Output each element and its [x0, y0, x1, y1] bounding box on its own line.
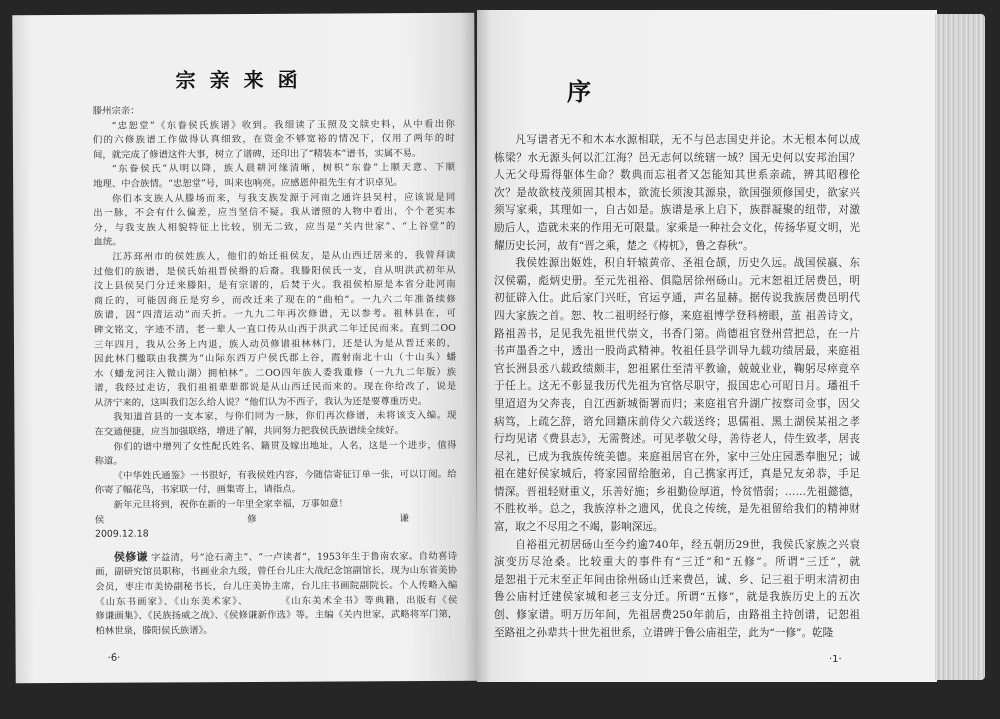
left-page	[12, 13, 477, 683]
letter-signature: 侯修谦	[94, 512, 409, 526]
bio-line	[95, 549, 457, 566]
text-line: 们的六修族谱工作做得认真细致，在资金不够宽裕的情况下，仅用了两年的时	[92, 133, 455, 146]
text-line: 路祖善书，足见我先祖世代崇文，书香门第。尚德祖官登州营把总，在一片	[494, 327, 860, 340]
text-line: 商丘的，可能因商丘是穷乡，而改迁来了现在的“曲柏”。一九六二年准备续修	[93, 293, 456, 307]
letter-paragraphs	[93, 117, 457, 513]
text-line: 栋梁？水无源头何以汇江海？邑无志何以统辖一域？国无史何以安邦治国？	[494, 151, 860, 164]
text-line: 行均见诸《费县志》，无需赘述。可见孝敬父母，善待老人，侍生致孝，居丧	[494, 433, 860, 446]
text-line: 富，取之不尽用之不竭，影响深远。	[494, 521, 664, 534]
text-line: 尽礼，已成为我族传统美德。来庭祖居官在外，家中三处庄园悉奉胞兄；诚	[494, 450, 860, 463]
page-number: ·1·	[829, 654, 842, 665]
text-line: 分，与我支族人相貌特征上比较，别无二致，应当是“关内世家”、“上谷堂”的	[93, 220, 456, 234]
text-line: 水（蟠龙河注入微山湖）拥柏林”。二OO四年族人委我重修（一九九二年版）族	[94, 366, 457, 380]
bio-line: 《山东书画家》、《山东美术家》、 《山东美术全书》等典籍，出版有《侯	[95, 594, 458, 608]
text-line: 创、修家谱。明万历年间，先祖居费250年前后，由路祖主持创谱，记恕祖	[494, 609, 860, 622]
text-line: 励后人，造就未来的作用无可限量。家乘是一种社会文化，传扬华夏文明，光	[494, 221, 860, 234]
text-line: 过他们的族谱，是侯氏始祖晋侯缗的后裔。我滕阳侯氏一支，自从明洪武初年从	[93, 264, 456, 278]
text-line: 汉侯霸，彪炳史册。至元先祖裕、俱隐居徐州砀山。元末恕祖迁居费邑，明	[494, 274, 860, 287]
text-line: 你们的谱中增列了女性配氏姓名、籍贯及嫁出地址，人名，这是一个进步，值得	[113, 439, 457, 453]
text-line: 耀历史长河，故有“晋之乘，楚之《梼杌》，鲁之春秋”。	[494, 239, 754, 252]
bio-text: 字益清，号“沧石斋主”、“一卢读者”，1953年生于鲁南农家。自幼喜诗	[151, 550, 458, 564]
text-line: 谱，我经过走访，我们祖祖辈辈都说是从山西迁民而来的。现在你给改了，说是	[94, 381, 457, 395]
text-line: 次？是故欲枝茂须固其根本，欲流长须浚其源泉，欲国强须修国史，欲家兴	[494, 186, 860, 199]
text-line: 新年元旦将到，祝你在新的一年里全家幸福，万事如意！	[113, 498, 349, 511]
letter-body	[93, 103, 458, 639]
text-line: 我知道首县的一支本家，与你们同为一脉，你们再次修谱，未将该支入编。现	[113, 410, 457, 424]
text-line: 不胜枚举。总之，我族淳朴之遗风，优良之传统，是先祖留给我们的精神财	[494, 503, 860, 516]
bio-line: 修谦画集》、《民族扬威之战》、《侯修谦新作选》等。主编《关内世家，武略将军门第，	[95, 609, 458, 622]
text-line: 族谱，因“四清运动”而夭折。一九九二年再次修谱，无以参考。祖林县在，可	[93, 308, 456, 322]
text-line: 《中华姓氏通鉴》一书很好，有我侯姓内容，今随信寄征订单一张，可以订阅。给	[113, 468, 457, 482]
text-line: 我侯姓源出姬姓，积自轩辕黄帝、圣祖仓颉，历史久远。战国侯嬴、东	[515, 257, 860, 270]
text-line: 初征辟入仕。此后家门兴旺，官运亨通，声名显赫。据传说我族居费邑明代	[494, 292, 860, 305]
bio-line: 柏林世泉，滕阳侯氏族谱》。	[95, 624, 213, 637]
text-line: 出一脉，不会有什么偏差，应当坚信不疑。我从谱照的人物中看出，个个老实本	[93, 206, 456, 219]
text-line: 在交通便捷，应当加强联络，增进了解，共同努力把我侯氏族谱续全续好。	[94, 425, 404, 438]
text-line: 是恕祖于元末至正年间由徐州砀山迁来费邑，诚、乡、记三祖于明末清初由	[494, 573, 860, 586]
text-line: 鲁公庙村迁建侯家城和老三支分迁。所谓“五修”，就是我族历史上的五次	[494, 591, 860, 604]
preface-body	[494, 132, 860, 642]
text-line: 你们本支族人从滕场而来，与我支族发源于河南之通许县吴村，应该说是同	[111, 191, 456, 205]
page-number: ·6·	[107, 652, 121, 664]
letter-title: 宗亲来函	[175, 67, 312, 93]
letter-greeting: 滕州宗亲：	[92, 105, 140, 117]
text-line: 间，就完成了修谱这件大事，树立了谱碑，还印出了“精装本”谱书，实属不易。	[92, 147, 422, 161]
bio-author-name: 侯修谦	[113, 550, 148, 564]
right-page	[477, 10, 937, 682]
text-line: 地理、中合族情。“忠恕堂”号，叫来也响亮。应感恩仲祖先生有才识卓见。	[93, 177, 403, 190]
preface-title: 序	[567, 77, 591, 106]
text-line: 情深。晋祖轻财重义，乐善好施；乡祖勤俭厚道，怜贫惜弱；……先祖懿德，	[494, 485, 860, 498]
letter-date: 2009.12.18	[94, 528, 149, 541]
bio-line: 画，副研究馆员职称，书画业余九级，曾任台儿庄大战纪念馆副馆长，现为山东省美协	[95, 565, 458, 579]
book-page-edges	[935, 14, 985, 680]
text-line: 于任上。这无不彰显我历代先祖为官恪尽职守，报国忠心可昭日月。璠祖千	[494, 380, 860, 393]
text-line: 你寄了幅花鸟，书家联一付，画集寄上，请指点。	[94, 484, 302, 497]
author-bio	[95, 549, 457, 639]
text-line: 血统。	[93, 236, 122, 249]
text-line: 人无父母焉得躯体生命？数典而忘祖者又怎能知其世系亲疏，辨其昭穆伦	[494, 169, 860, 182]
text-line: 演变历尽沧桑。比较重大的事件有“三迁”和“五修”。所谓“三迁”，就	[494, 556, 860, 569]
text-line: “忠恕堂”《东眷侯氏族谱》收到。我细读了玉照及文牍史料，从中看出你	[111, 118, 455, 132]
text-line: 三年四月，我从公务上内退，族人动员修谱祖林林门，还是认为是从晋迁来的，	[93, 337, 457, 351]
text-line: 里迢迢为父奔丧，自江西新城衙署而归；来庭祖官升湖广按察司佥事，因父	[494, 397, 860, 410]
text-line: 江苏邳州市的侯姓族人，他们的始迁祖侯友，是从山西迁居来的，我曾拜读	[112, 249, 456, 263]
text-line: 祖在建好侯家城后，将家园留给胞弟，自己携家再迁，真是兄友弟恭，手足	[494, 468, 860, 481]
text-line: 从济宁来的，这叫我们怎么给人说？“他们认为不西子，我认为还是要尊重历史。	[94, 395, 428, 409]
text-line: “东眷侯氏”从明以降，族人晨耕河缘清晰，树枳“东眷”上顺天意、下顺	[111, 162, 456, 176]
text-line: 四大家族之首。恕、牧二祖明经行修，来庭祖博学登科榜眼，茧 祖善诗文，	[494, 309, 860, 322]
text-line: 病笃，上疏乞辞，谘允回籍床前侍父六载送终；思儒祖、黑土湖侯某祖之孝	[494, 415, 860, 428]
text-line: 碑文铭文，字迹不清，老一辈人一直口传从山西于洪武二年迁民而来。直到二OO	[93, 322, 456, 336]
text-line: 官长洲县丞八载政绩颇丰，恕祖累仕至清平教谕，兢兢业业，鞠躬尽瘁竟卒	[494, 362, 860, 375]
bio-line: 会员，枣庄市美协副秘书长，台儿庄美协主席，台儿庄书画院副院长。个人传略入编	[95, 579, 458, 593]
text-line: 书声墨香之中，透出一股尚武精神。牧祖任县学训导九载功绩居最，来庭祖	[494, 345, 860, 358]
text-line: 凡写谱者无不和木本水源相联，无不与邑志国史并论。木无根本何以成	[515, 134, 860, 146]
text-line: 须写家乘，其理如一，自古如是。族谱是承上启下，族群凝聚的纽带，对激	[494, 204, 860, 217]
text-line: 至路祖之孙辈共十世先祖世系，立谱碑于鲁公庙祖茔，此为“一修”。乾隆	[494, 626, 834, 639]
text-line: 因此林门楹联由我撰为“山际东西万户侯氏郡上谷，霞射南北十山（十山头）蟠	[94, 351, 457, 365]
text-line: 自裕祖元初居砀山至今约逾740年，经五朝历29世，我侯氏家族之兴衰	[515, 538, 860, 551]
text-line: 称道。	[94, 455, 123, 468]
text-line: 汶上县侯吴门分迁来滕阳，是有宗谱的，后焚于火。我祖侯柏原是本省分赴河南	[93, 279, 456, 292]
